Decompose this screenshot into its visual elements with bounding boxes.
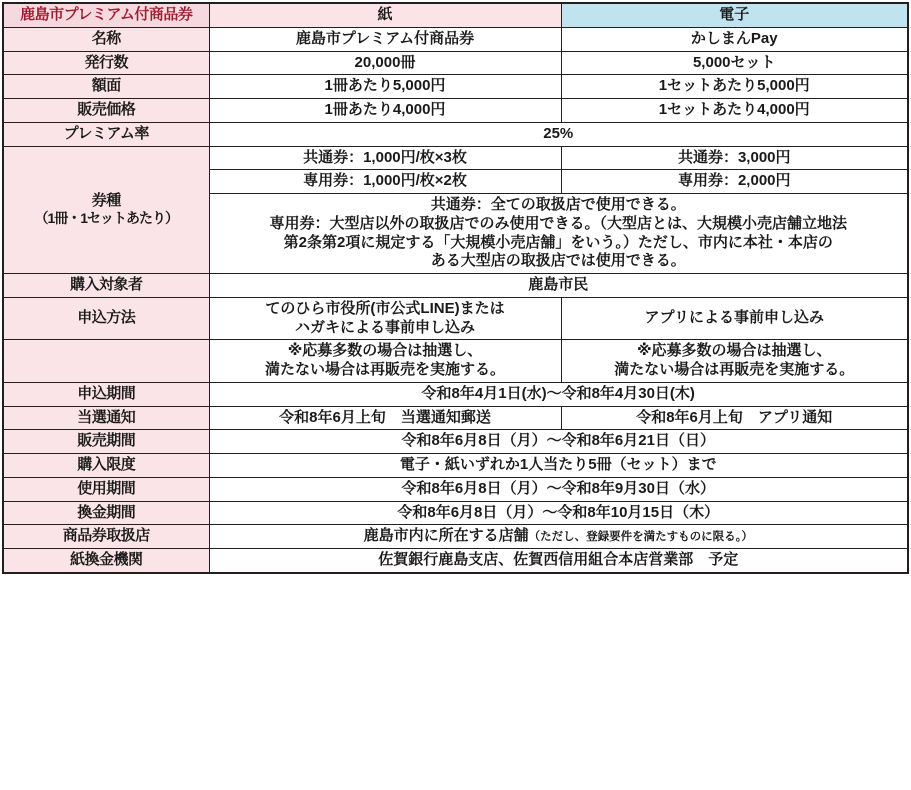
table-row-name — [3, 27, 908, 51]
table-row-exchange-bank — [3, 549, 908, 573]
win-notice-digital: 令和8年6月上旬 アプリ通知 — [561, 406, 908, 430]
table-row-purchase-limit — [3, 454, 908, 478]
row-label-use-period: 使用期間 — [3, 477, 209, 501]
ticket-common-digital: 共通券：3,000円 — [561, 146, 908, 170]
table-row-lottery-note — [3, 340, 908, 383]
row-label-ticket-type — [3, 146, 209, 274]
application-period-value: 令和8年4月1日(水)〜令和8年4月30日(木) — [209, 382, 908, 406]
lottery-note-digital-line-2: 満たない場合は再販売を実施する。 — [614, 361, 855, 378]
application-method-digital: アプリによる事前申し込み — [561, 297, 908, 340]
row-label-stores: 商品券取扱店 — [3, 525, 209, 549]
table-row-sales-period — [3, 430, 908, 454]
row-label-issue-count: 発行数 — [3, 51, 209, 75]
table-header-row — [3, 3, 908, 27]
price-paper-value: 1冊あたり4,000円 — [209, 99, 561, 123]
row-label-name: 名称 — [3, 27, 209, 51]
ticket-note-line-2: 専用券：大型店以外の取扱店でのみ使用できる。（大型店とは、大規模小売店舗立地法 — [269, 214, 847, 232]
lottery-note-paper — [209, 340, 561, 383]
application-method-paper-line-1: てのひら市役所(市公式LINE)または — [265, 299, 505, 317]
row-label-face-value: 額面 — [3, 75, 209, 99]
table-row-win-notice — [3, 406, 908, 430]
ticket-note-line-3: 第2条第2項に規定する「大規模小売店舗」をいう。）ただし、市内に本社・本店の — [283, 233, 833, 251]
table-row-issue-count — [3, 51, 908, 75]
row-label-buyers: 購入対象者 — [3, 274, 209, 298]
table-row-price — [3, 99, 908, 123]
row-label-price: 販売価格 — [3, 99, 209, 123]
lottery-note-paper-line-2: 満たない場合は再販売を実施する。 — [264, 361, 505, 378]
price-digital-value: 1セットあたり4,000円 — [561, 99, 908, 123]
application-method-paper — [209, 297, 561, 340]
ticket-type-label-main: 券種 — [91, 191, 121, 209]
issue-count-paper-value: 20,000冊 — [209, 51, 561, 75]
header-column-digital: 電子 — [561, 3, 908, 27]
table-row-face-value — [3, 75, 908, 99]
row-label-premium-rate: プレミアム率 — [3, 122, 209, 146]
header-title: 鹿島市プレミアム付商品券 — [3, 3, 209, 27]
row-label-lottery-note — [3, 340, 209, 383]
ticket-type-label-sub: （1冊・1セットあたり） — [34, 210, 179, 227]
lottery-note-digital — [561, 340, 908, 383]
table-row-application-method — [3, 297, 908, 340]
voucher-table — [2, 2, 909, 574]
name-paper-value: 鹿島市プレミアム付商品券 — [209, 27, 561, 51]
row-label-application-period: 申込期間 — [3, 382, 209, 406]
table-row-exchange-period — [3, 501, 908, 525]
lottery-note-digital-line-1: ※応募多数の場合は抽選し、 — [636, 342, 832, 360]
row-label-exchange-period: 換金期間 — [3, 501, 209, 525]
lottery-note-paper-line-1: ※応募多数の場合は抽選し、 — [287, 342, 483, 360]
ticket-note-line-1: 共通券：全ての取扱店で使用できる。 — [430, 196, 686, 213]
row-label-sales-period: 販売期間 — [3, 430, 209, 454]
row-label-application-method: 申込方法 — [3, 297, 209, 340]
stores-value-cell — [209, 525, 908, 549]
purchase-limit-value: 電子・紙いずれか1人当たり5冊（セット）まで — [209, 454, 908, 478]
premium-rate-value: 25% — [209, 122, 908, 146]
table-row-application-period — [3, 382, 908, 406]
use-period-value: 令和8年6月8日（月）〜令和8年9月30日（水） — [209, 477, 908, 501]
row-label-purchase-limit: 購入限度 — [3, 454, 209, 478]
header-column-paper: 紙 — [209, 3, 561, 27]
exchange-bank-value: 佐賀銀行鹿島支店、佐賀西信用組合本店営業部 予定 — [209, 549, 908, 573]
buyers-value: 鹿島市民 — [209, 274, 908, 298]
issue-count-digital-value: 5,000セット — [561, 51, 908, 75]
stores-value-note: （ただし、登録要件を満たすものに限る。） — [528, 531, 753, 544]
application-method-paper-line-2: ハガキによる事前申し込み — [294, 318, 475, 336]
ticket-type-note — [209, 194, 908, 274]
row-label-exchange-bank: 紙換金機関 — [3, 549, 209, 573]
ticket-common-paper: 共通券：1,000円/枚×3枚 — [209, 146, 561, 170]
face-value-paper-value: 1冊あたり5,000円 — [209, 75, 561, 99]
table-row-premium-rate — [3, 122, 908, 146]
table-row-stores — [3, 525, 908, 549]
win-notice-paper: 令和8年6月上旬 当選通知郵送 — [209, 406, 561, 430]
sales-period-value: 令和8年6月8日（月）〜令和8年6月21日（日） — [209, 430, 908, 454]
face-value-digital-value: 1セットあたり5,000円 — [561, 75, 908, 99]
stores-value: 鹿島市内に所在する店舗 — [363, 527, 529, 545]
row-label-win-notice: 当選通知 — [3, 406, 209, 430]
ticket-exclusive-paper: 専用券：1,000円/枚×2枚 — [209, 170, 561, 194]
exchange-period-value: 令和8年6月8日（月）〜令和8年10月15日（木） — [209, 501, 908, 525]
name-digital-value: かしまんPay — [561, 27, 908, 51]
table-row-use-period — [3, 477, 908, 501]
table-row-ticket-type-common — [3, 146, 908, 170]
ticket-exclusive-digital: 専用券：2,000円 — [561, 170, 908, 194]
table-row-buyers — [3, 274, 908, 298]
ticket-note-line-4: ある大型店の取扱店では使用できる。 — [430, 252, 686, 270]
